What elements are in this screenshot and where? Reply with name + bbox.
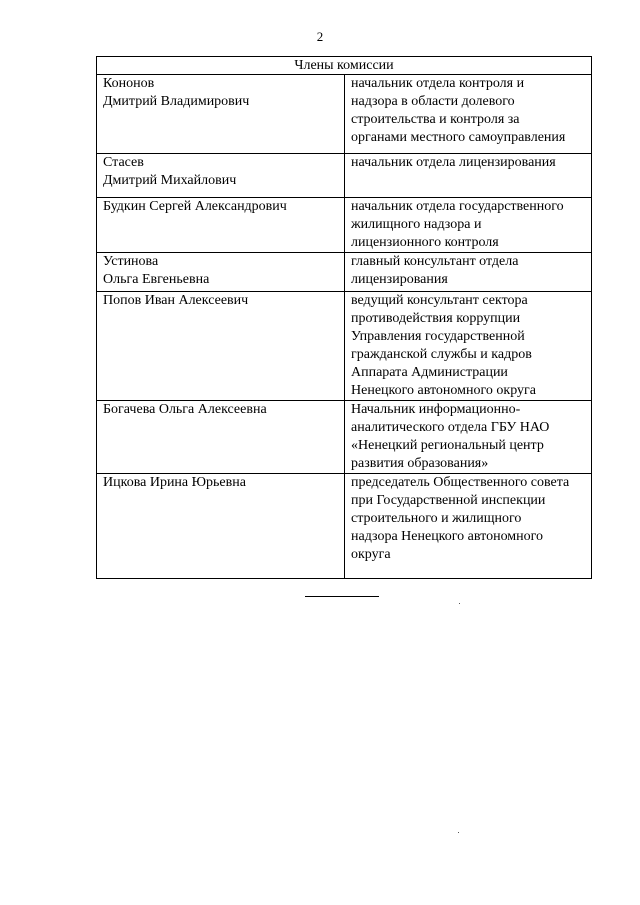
member-position-cell bbox=[345, 474, 592, 579]
member-name-line: Ольга Евгеньевна bbox=[103, 272, 210, 287]
member-name-line: Будкин Сергей Александрович bbox=[103, 199, 287, 214]
member-position-line: развития образования» bbox=[351, 456, 489, 471]
table-row bbox=[97, 154, 592, 198]
page-number: 2 bbox=[316, 29, 324, 44]
table-row bbox=[97, 75, 592, 154]
member-position-line: начальник отдела лицензирования bbox=[351, 155, 556, 170]
member-position-line: округа bbox=[351, 547, 391, 562]
member-position-line: председатель Общественного совета bbox=[351, 475, 570, 490]
member-name-line: Богачева Ольга Алексеевна bbox=[103, 402, 267, 417]
table-row bbox=[97, 253, 592, 292]
member-name-cell bbox=[97, 292, 345, 401]
scan-speck bbox=[458, 832, 459, 833]
member-position-cell bbox=[345, 154, 592, 198]
member-name-line: Стасев bbox=[103, 155, 144, 170]
member-name-cell bbox=[97, 154, 345, 198]
member-position-line: Аппарата Администрации bbox=[351, 365, 508, 380]
table-header-row bbox=[97, 57, 592, 75]
member-position-cell bbox=[345, 401, 592, 474]
member-position-line: гражданской службы и кадров bbox=[351, 347, 532, 362]
member-position-cell bbox=[345, 75, 592, 154]
member-position-line: строительного и жилищного bbox=[351, 511, 522, 526]
member-name-cell bbox=[97, 198, 345, 253]
member-position-line: органами местного самоуправления bbox=[351, 130, 566, 145]
member-name-line: Устинова bbox=[103, 254, 159, 269]
table-row bbox=[97, 474, 592, 579]
member-position-cell bbox=[345, 253, 592, 292]
member-position-line: лицензирования bbox=[351, 272, 448, 287]
member-name-cell bbox=[97, 75, 345, 154]
commission-members-table bbox=[96, 56, 592, 579]
member-position-line: начальник отдела государственного bbox=[351, 199, 564, 214]
member-position-line: строительства и контроля за bbox=[351, 112, 520, 127]
member-position-line: надзора Ненецкого автономного bbox=[351, 529, 544, 544]
member-position-line: при Государственной инспекции bbox=[351, 493, 546, 508]
table-row bbox=[97, 292, 592, 401]
member-position-line: аналитического отдела ГБУ НАО bbox=[351, 420, 550, 435]
member-name-line: Попов Иван Алексеевич bbox=[103, 293, 249, 308]
member-position-cell bbox=[345, 292, 592, 401]
member-position-line: Начальник информационно- bbox=[351, 402, 521, 417]
member-name-cell bbox=[97, 253, 345, 292]
member-position-line: главный консультант отдела bbox=[351, 254, 519, 269]
member-name-cell bbox=[97, 401, 345, 474]
table-header: Члены комиссии bbox=[97, 57, 592, 75]
table-row bbox=[97, 401, 592, 474]
member-name-line: Дмитрий Владимирович bbox=[103, 94, 250, 109]
member-position-line: жилищного надзора и bbox=[351, 217, 482, 232]
member-position-line: лицензионного контроля bbox=[351, 235, 499, 250]
member-position-line: противодействия коррупции bbox=[351, 311, 521, 326]
member-name-cell bbox=[97, 474, 345, 579]
member-position-line: надзора в области долевого bbox=[351, 94, 515, 109]
end-of-document-rule bbox=[305, 596, 379, 597]
member-position-cell bbox=[345, 198, 592, 253]
member-name-line: Кононов bbox=[103, 76, 155, 91]
member-position-line: ведущий консультант сектора bbox=[351, 293, 528, 308]
member-position-line: начальник отдела контроля и bbox=[351, 76, 525, 91]
scan-speck bbox=[459, 603, 460, 604]
member-name-line: Дмитрий Михайлович bbox=[103, 173, 237, 188]
member-position-line: Управления государственной bbox=[351, 329, 525, 344]
member-position-line: Ненецкого автономного округа bbox=[351, 383, 536, 398]
member-name-line: Ицкова Ирина Юрьевна bbox=[103, 475, 246, 490]
member-position-line: «Ненецкий региональный центр bbox=[351, 438, 544, 453]
table-row bbox=[97, 198, 592, 253]
